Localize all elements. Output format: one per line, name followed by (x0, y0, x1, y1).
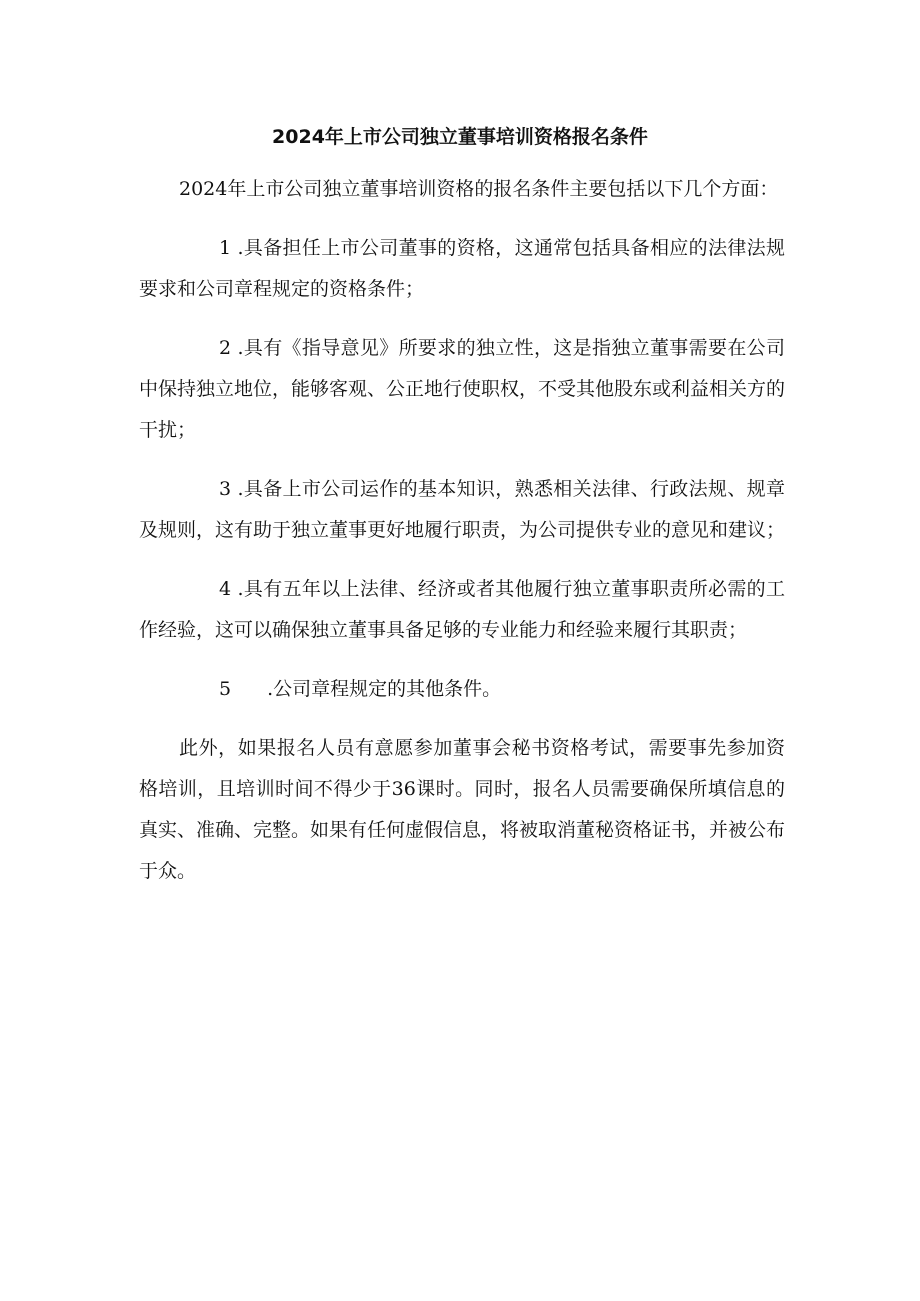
list-item-text: .具有《指导意见》所要求的独立性，这是指独立董事需要在公司中保持独立地位，能够客观、公正地行使职权，不受其他股东或利益相关方的干扰； (139, 337, 786, 441)
list-item-number: 5 (219, 678, 232, 700)
document-title: 2024年上市公司独立董事培训资格报名条件 (272, 126, 648, 148)
list-item-4 (139, 569, 785, 651)
document-body (139, 169, 785, 910)
list-item-5 (139, 669, 785, 710)
list-item-1 (139, 228, 785, 310)
intro-paragraph: 2024年上市公司独立董事培训资格的报名条件主要包括以下几个方面： (179, 178, 779, 200)
list-item-number: 3 (219, 478, 232, 500)
closing-paragraph: 此外，如果报名人员有意愿参加董事会秘书资格考试，需要事先参加资格培训，且培训时间不得少于36课时。同时，报名人员需要确保所填信息的真实、准确、完整。如果有任何虚假信息，将被取消董秘资格证书，并被公布于众。 (139, 737, 786, 882)
list-item-text: .公司章程规定的其他条件。 (267, 678, 502, 700)
list-item-text: .具备上市公司运作的基本知识，熟悉相关法律、行政法规、规章及规则，这有助于独立董事更好地履行职责，为公司提供专业的意见和建议； (139, 478, 786, 541)
list-item-number: 2 (219, 337, 232, 359)
list-item-number: 1 (219, 237, 232, 259)
list-item-text: .具有五年以上法律、经济或者其他履行独立董事职责所必需的工作经验，这可以确保独立董事具备足够的专业能力和经验来履行其职责； (139, 578, 785, 641)
list-item-number: 4 (219, 578, 232, 600)
list-item-3 (139, 469, 785, 551)
list-item-2 (139, 328, 785, 451)
list-item-text: .具备担任上市公司董事的资格，这通常包括具备相应的法律法规要求和公司章程规定的资格条件； (139, 237, 785, 300)
